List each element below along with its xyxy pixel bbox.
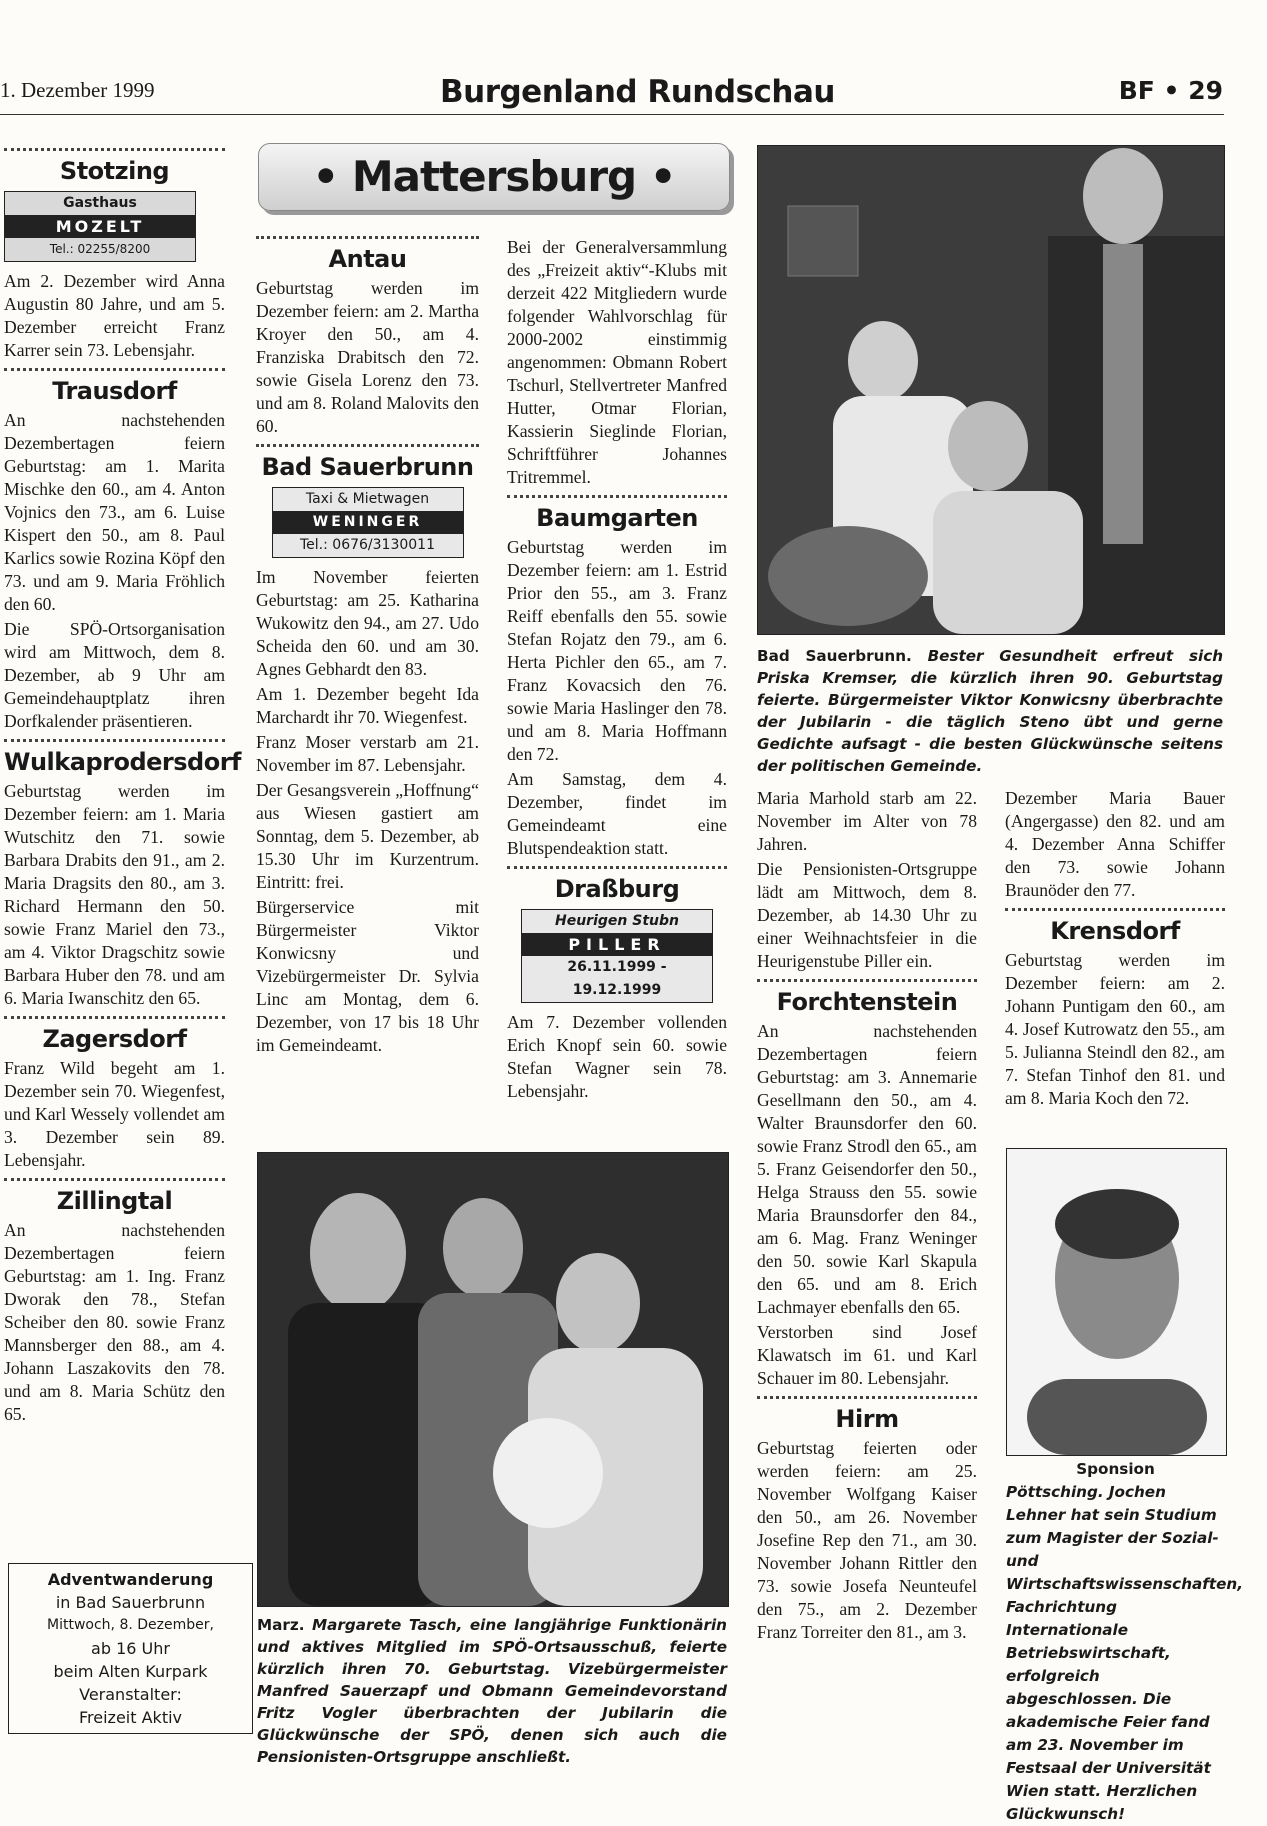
section-title-baumgarten: Baumgarten (536, 504, 698, 532)
article-text: Die Pensionisten-Ortsgruppe lädt am Mittwoch, dem 8. Dezember, ab 14.30 Uhr zu einer Weihnachtsfeier in die Heurigenstube Piller ein. (757, 859, 977, 971)
box-line: ab 16 Uhr (91, 1639, 170, 1658)
box-line: beim Alten Kurpark (53, 1662, 208, 1681)
mattersburg-banner: • Mattersburg • (258, 143, 730, 211)
article-text: Geburtstag werden im Dezember feiern: am 2. Martha Kroyer den 50., am 4. Franziska Drabitsch den 72. sowie Gisela Lorenz den 73. und am 8. Roland Malovits den 60. (256, 278, 479, 436)
ad-line: Heurigen Stubn (555, 913, 679, 929)
article-text: Am 7. Dezember vollenden Erich Knopf sein 60. sowie Stefan Wagner sein 78. Lebensjahr. (507, 1012, 727, 1101)
ad-line: WENINGER (273, 511, 463, 534)
ad-taxi-weninger (272, 487, 464, 558)
photo-jubilee-icon (758, 146, 1224, 634)
page-title: Burgenland Rundschau (440, 74, 835, 110)
adventwanderung-box (8, 1563, 253, 1734)
column-3 (507, 236, 727, 1105)
section-title-zagersdorf: Zagersdorf (42, 1025, 187, 1053)
section-title-wulkaprodersdorf: Wulkaprodersdorf (4, 748, 241, 776)
ad-line: PILLER (522, 933, 712, 956)
ad-tel: Tel.: 02255/8200 (49, 242, 151, 256)
article-text: Geburtstag werden im Dezember feiern: am 2. Johann Puntigam den 60., am 4. Josef Kutrowatz den 55., am 5. Julianna Steindl den 82., am 7. Stefan Tinhof den 81. und am 8. Maria Koch den 72. (1005, 950, 1225, 1108)
divider (4, 739, 225, 742)
photo-bad-sauerbrunn (757, 145, 1225, 635)
column-5 (1005, 787, 1225, 1112)
box-line: in Bad Sauerbrunn (55, 1593, 206, 1612)
divider (4, 148, 225, 151)
box-title: Adventwanderung (47, 1570, 214, 1589)
caption-title: Sponsion (1076, 1460, 1155, 1478)
column-4 (757, 787, 977, 1646)
article-text: Bürgerservice mit Bürgermeister Viktor Konwicsny und Vizebürgermeister Dr. Sylvia Linc am Montag, dem 6. Dezember, von 17 bis 18 Uhr im Gemeindeamt. (256, 897, 479, 1055)
divider (4, 1016, 225, 1019)
section-title-forchtenstein: Forchtenstein (776, 988, 958, 1016)
photo-caption (757, 645, 1223, 777)
article-text: Dezember Maria Bauer (Angergasse) den 82. und am 4. Dezember Anna Schiffer den 73. sowie Johann Braunöder den 77. (1005, 788, 1225, 900)
divider (507, 495, 727, 498)
caption-place: Marz. (257, 1616, 305, 1634)
caption-text: Pöttsching. Jochen Lehner hat sein Studium zum Magister der Sozial- und Wirtschaftswissenschaften, Fachrichtung Internationale Betriebswirtschaft, erfolgreich abgeschlossen. Die akademische Feier fand am 23. November im Festsaal der Universität Wien statt. Herzlichen Glückwunsch! (1006, 1483, 1244, 1823)
divider (757, 979, 977, 982)
article-text: Die SPÖ-Ortsorganisation wird am Mittwoch, dem 8. Dezember, ab 9 Uhr am Gemeindehauptplatz ihren Dorfkalender präsentieren. (4, 619, 225, 731)
section-title-zillingtal: Zillingtal (56, 1187, 173, 1215)
article-text: Am 1. Dezember begeht Ida Marchardt ihr 70. Wiegenfest. (256, 684, 479, 727)
article-text: Maria Marhold starb am 22. November im Alter von 78 Jahren. (757, 788, 977, 854)
ad-line: MOZELT (5, 215, 195, 238)
column-1 (4, 148, 241, 1428)
article-text: Geburtstag werden im Dezember feiern: am 1. Maria Wutschitz den 71. sowie Barbara Drabits den 91., am 2. Maria Dragsits den 80., am 3. Richard Hermann den 50. sowie Franz Mariel den 73., am 4. Viktor Dragschitz sowie Barbara Huber den 78. und am 6. Maria Iwanschitz den 65. (4, 781, 225, 1008)
divider (256, 236, 479, 239)
column-2 (256, 236, 479, 1059)
box-line: Freizeit Aktiv (79, 1708, 182, 1727)
article-text: An nachstehenden Dezembertagen feiern Geburtstag: am 1. Ing. Franz Dworak den 78., Stefan Scheiber den 80. sowie Franz Mannsberger den 88., am 4. Johann Laszakovits den 78. und am 8. Maria Schütz den 65. (4, 1220, 225, 1424)
marz-caption (257, 1614, 727, 1768)
article-text: An nachstehenden Dezembertagen feiern Geburtstag: am 3. Annemarie Gesellmann den 50., am 4. Walter Braunsdorfer den 60. sowie Franz Strodl den 65., am 5. Franz Geisendorfer den 50., Helga Strauss den 55. sowie Maria Braunsdorfer den 84., am 6. Mag. Franz Weninger den 50. sowie Karl Skapula den 65. und am 8. Erich Lachmayer ebenfalls den 65. (757, 1021, 977, 1317)
article-text: Bei der Generalversammlung des „Freizeit aktiv“-Klubs mit derzeit 422 Mitgliedern wurde folgender Wahlvorschlag für 2000-2002 einstimmig angenommen: Obmann Robert Tschurl, Stellvertreter Manfred Hutter, Otmar Florian, Kassierin Sieglinde Florian, Schriftführer Johannes Tritremmel. (507, 237, 727, 487)
divider (757, 1396, 977, 1399)
ad-dates: 26.11.1999 - 19.12.1999 (567, 959, 667, 998)
article-text: An nachstehenden Dezembertagen feiern Geburtstag: am 1. Marita Mischke den 60., am 4. Anton Vojnics den 73., am 6. Luise Kispert den 50., am 8. Paul Karlics sowie Rozina Köpf den 73. und am 9. Maria Fröhlich den 60. (4, 410, 225, 614)
photo-sponsion (1006, 1148, 1227, 1456)
caption-place: Bad Sauerbrunn. (757, 647, 912, 665)
divider (4, 368, 225, 371)
article-text: Verstorben sind Josef Klawatsch im 61. und Karl Schauer im 80. Lebensjahr. (757, 1322, 977, 1388)
photo-marz (257, 1152, 729, 1607)
article-text: Franz Wild begeht am 1. Dezember sein 70. Wiegenfest, und Karl Wessely vollendet am 3. Dezember sein 89. Lebensjahr. (4, 1058, 225, 1170)
box-line: Veranstalter: (79, 1685, 182, 1704)
section-title-antau: Antau (328, 245, 407, 273)
article-text: Der Gesangsverein „Hoffnung“ aus Wiesen gastiert am Sonntag, dem 5. Dezember, ab 15.30 Uhr im Kurzentrum. Eintritt: frei. (256, 780, 479, 892)
ad-gasthaus-mozelt (4, 191, 196, 262)
page-date: 1. Dezember 1999 (0, 78, 155, 102)
photo-marz-icon (258, 1153, 728, 1606)
photo-portrait-icon (1007, 1149, 1226, 1455)
ad-line: Gasthaus (63, 195, 137, 211)
article-text: Am Samstag, dem 4. Dezember, findet im Gemeindeamt eine Blutspendeaktion statt. (507, 769, 727, 858)
ad-tel: Tel.: 0676/3130011 (300, 537, 435, 553)
section-title-bad-sauerbrunn: Bad Sauerbrunn (261, 453, 474, 481)
sponsion-caption (1006, 1458, 1244, 1826)
section-title-hirm: Hirm (835, 1405, 899, 1433)
page-number: BF • 29 (1118, 76, 1223, 105)
article-text: Geburtstag werden im Dezember feiern: am 1. Estrid Prior den 55., am 3. Franz Reiff ebenfalls den 55. sowie Stefan Rojatz den 79., am 6. Herta Pichler den 65., am 7. Franz Kovacsich den 76. sowie Maria Haslinger den 78. und am 8. Maria Hoffmann den 72. (507, 537, 727, 764)
article-text: Am 2. Dezember wird Anna Augustin 80 Jahre, und am 5. Dezember erreicht Franz Karrer sein 73. Lebensjahr. (4, 271, 225, 360)
ad-line: Taxi & Mietwagen (305, 491, 430, 507)
section-title-krensdorf: Krensdorf (1050, 917, 1180, 945)
divider (507, 866, 727, 869)
section-title-trausdorf: Trausdorf (52, 377, 177, 405)
section-title-drassburg: Draßburg (554, 875, 680, 903)
article-text: Geburtstag feierten oder werden feiern: am 25. November Wolfgang Kaiser den 50., am 26. November Josefine Rep den 71., am 30. November Johann Rittler den 73. sowie Josefa Neunteufel den 75., am 2. Dezember Franz Torreiter den 81., am 3. (757, 1438, 977, 1642)
divider (1005, 908, 1225, 911)
ad-heurigen-piller (521, 909, 713, 1003)
box-line: Mittwoch, 8. Dezember, (47, 1617, 214, 1633)
header-rule (0, 114, 1224, 115)
caption-text: Bester Gesundheit erfreut sich Priska Kremser, die kürzlich ihren 90. Geburtstag feierte. Bürgermeister Viktor Konwicsny überbrachte der Jubilarin - die täglich Steno übt und gerne Gedichte aufsagt - die besten Glückwünsche seitens der politischen Gemeinde. (757, 647, 1224, 775)
article-text: Franz Moser verstarb am 21. November im 87. Lebensjahr. (256, 732, 479, 775)
divider (256, 444, 479, 447)
section-title-stotzing: Stotzing (59, 157, 170, 185)
article-text: Im November feierten Geburtstag: am 25. Katharina Wukowitz den 94., am 27. Udo Scheida den 60. und am 30. Agnes Gebhardt den 83. (256, 567, 479, 679)
divider (4, 1178, 225, 1181)
caption-text: Margarete Tasch, eine langjährige Funktionärin und aktives Mitglied im SPÖ-Ortsausschuß, feierte kürzlich ihren 70. Geburtstag. Vizebürgermeister Manfred Sauerzapf und Obmann Gemeindevorstand Fritz Vogler überbrachten der Jubilarin die Glückwünsche der SPÖ, denen sich auch die Pensionisten-Ortsgruppe anschließt. (257, 1616, 727, 1766)
